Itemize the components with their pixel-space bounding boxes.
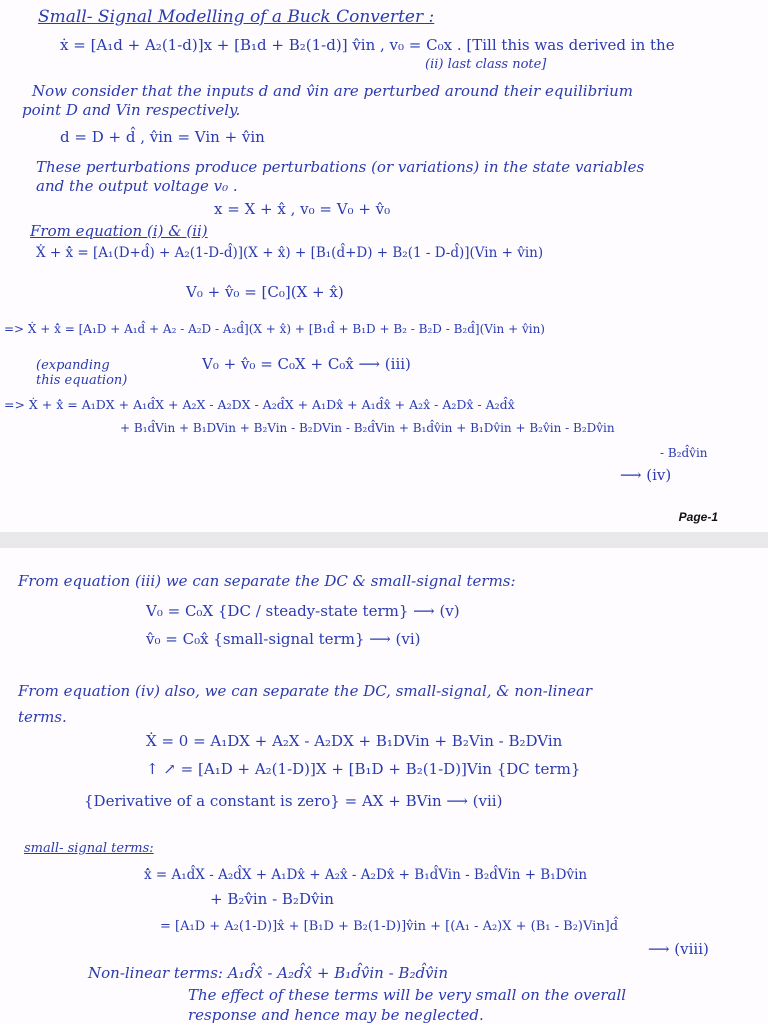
equation-line: {Derivative of a constant is zero} = AX + BVin ⟶ (vii) <box>84 792 503 810</box>
equation-number: ⟶ (viii) <box>648 940 709 958</box>
text-line: The effect of these terms will be very small on the overall <box>188 986 627 1004</box>
text-line: terms. <box>18 708 67 726</box>
page-title: Small- Signal Modelling of a Buck Converter : <box>38 7 435 27</box>
text-line: response and hence may be neglected. <box>188 1006 484 1024</box>
equation-line: => Ẋ + x̂̇ = [A₁D + A₁d̂ + A₂ - A₂D - A₂d̂](X + x̂) + [B₁d̂ + B₁D + B₂ - B₂D - B₂d̂](Vin + v̂in) <box>4 322 545 336</box>
text-line: Now consider that the inputs d and v̂in are perturbed around their equilibrium <box>32 82 634 100</box>
equation-line: Ẋ = 0 = A₁DX + A₂X - A₂DX + B₁DVin + B₂Vin - B₂DVin <box>146 732 563 750</box>
equation-line: = [A₁D + A₂(1-D)]x̂ + [B₁D + B₂(1-D)]v̂in + [(A₁ - A₂)X + (B₁ - B₂)Vin]d̂ <box>160 919 619 934</box>
text-line: From equation (iv) also, we can separate the DC, small-signal, & non-linear <box>18 682 593 700</box>
text-line: From equation (iii) we can separate the DC & small-signal terms: <box>18 572 516 590</box>
notes-page-2 <box>0 548 768 1024</box>
equation-line: V₀ + v̂₀ = C₀X + C₀x̂ ⟶ (iii) <box>202 355 411 373</box>
margin-note: (expanding this equation) <box>36 358 128 388</box>
section-heading: small- signal terms: <box>24 841 154 856</box>
equation-line: V₀ = C₀X {DC / steady-state term} ⟶ (v) <box>146 602 460 620</box>
equation-line: => Ẋ + x̂̇ = A₁DX + A₁d̂X + A₂X - A₂DX - A₂d̂X + A₁Dx̂ + A₁d̂x̂ + A₂x̂ - A₂Dx̂ - A₂d̂x̂ <box>4 397 515 412</box>
equation-line: + B₂v̂in - B₂Dv̂in <box>210 890 334 908</box>
equation-line: - B₂d̂v̂in <box>660 446 708 460</box>
equation-line: Ẋ + x̂̇ = [A₁(D+d̂) + A₂(1-D-d̂)](X + x̂) + [B₁(d̂+D) + B₂(1 - D-d̂)](Vin + v̂in) <box>36 245 544 261</box>
equation-line: V₀ + v̂₀ = [C₀](X + x̂) <box>186 283 344 301</box>
page-number: Page-1 <box>678 510 718 524</box>
class-note-reference: (ii) last class note] <box>425 57 547 72</box>
perturbation-equation: x = X + x̂ , v₀ = V₀ + v̂₀ <box>214 200 391 218</box>
equation-line: ↑ ↗ = [A₁D + A₂(1-D)]X + [B₁D + B₂(1-D)]Vin {DC term} <box>146 760 581 778</box>
equation-line: x̂̇ = A₁d̂X - A₂d̂X + A₁Dx̂ + A₂x̂ - A₂Dx̂ + B₁d̂Vin - B₂d̂Vin + B₁Dv̂in <box>144 867 588 883</box>
equation-number: ⟶ (iv) <box>620 466 672 484</box>
perturbation-equation: d = D + d̂ , v̂in = Vin + v̂in <box>60 128 265 146</box>
state-equation-line: ẋ = [A₁d + A₂(1-d)]x + [B₁d + B₂(1-d)] v̂in , v₀ = C₀x . [Till this was derived in the <box>60 36 675 54</box>
text-line: point D and Vin respectively. <box>22 101 241 119</box>
equation-line: v̂₀ = C₀x̂ {small-signal term} ⟶ (vi) <box>146 630 421 648</box>
equation-line: + B₁d̂Vin + B₁DVin + B₂Vin - B₂DVin - B₂d̂Vin + B₁d̂v̂in + B₁Dv̂in + B₂v̂in - B₂Dv̂in <box>120 421 615 435</box>
text-line: and the output voltage v₀ . <box>36 177 238 195</box>
text-line: Non-linear terms: A₁d̂x̂ - A₂d̂x̂ + B₁d̂v̂in - B₂d̂v̂in <box>88 964 448 982</box>
text-line: These perturbations produce perturbations (or variations) in the state variables <box>36 158 645 176</box>
section-heading: From equation (i) & (ii) <box>30 222 208 240</box>
